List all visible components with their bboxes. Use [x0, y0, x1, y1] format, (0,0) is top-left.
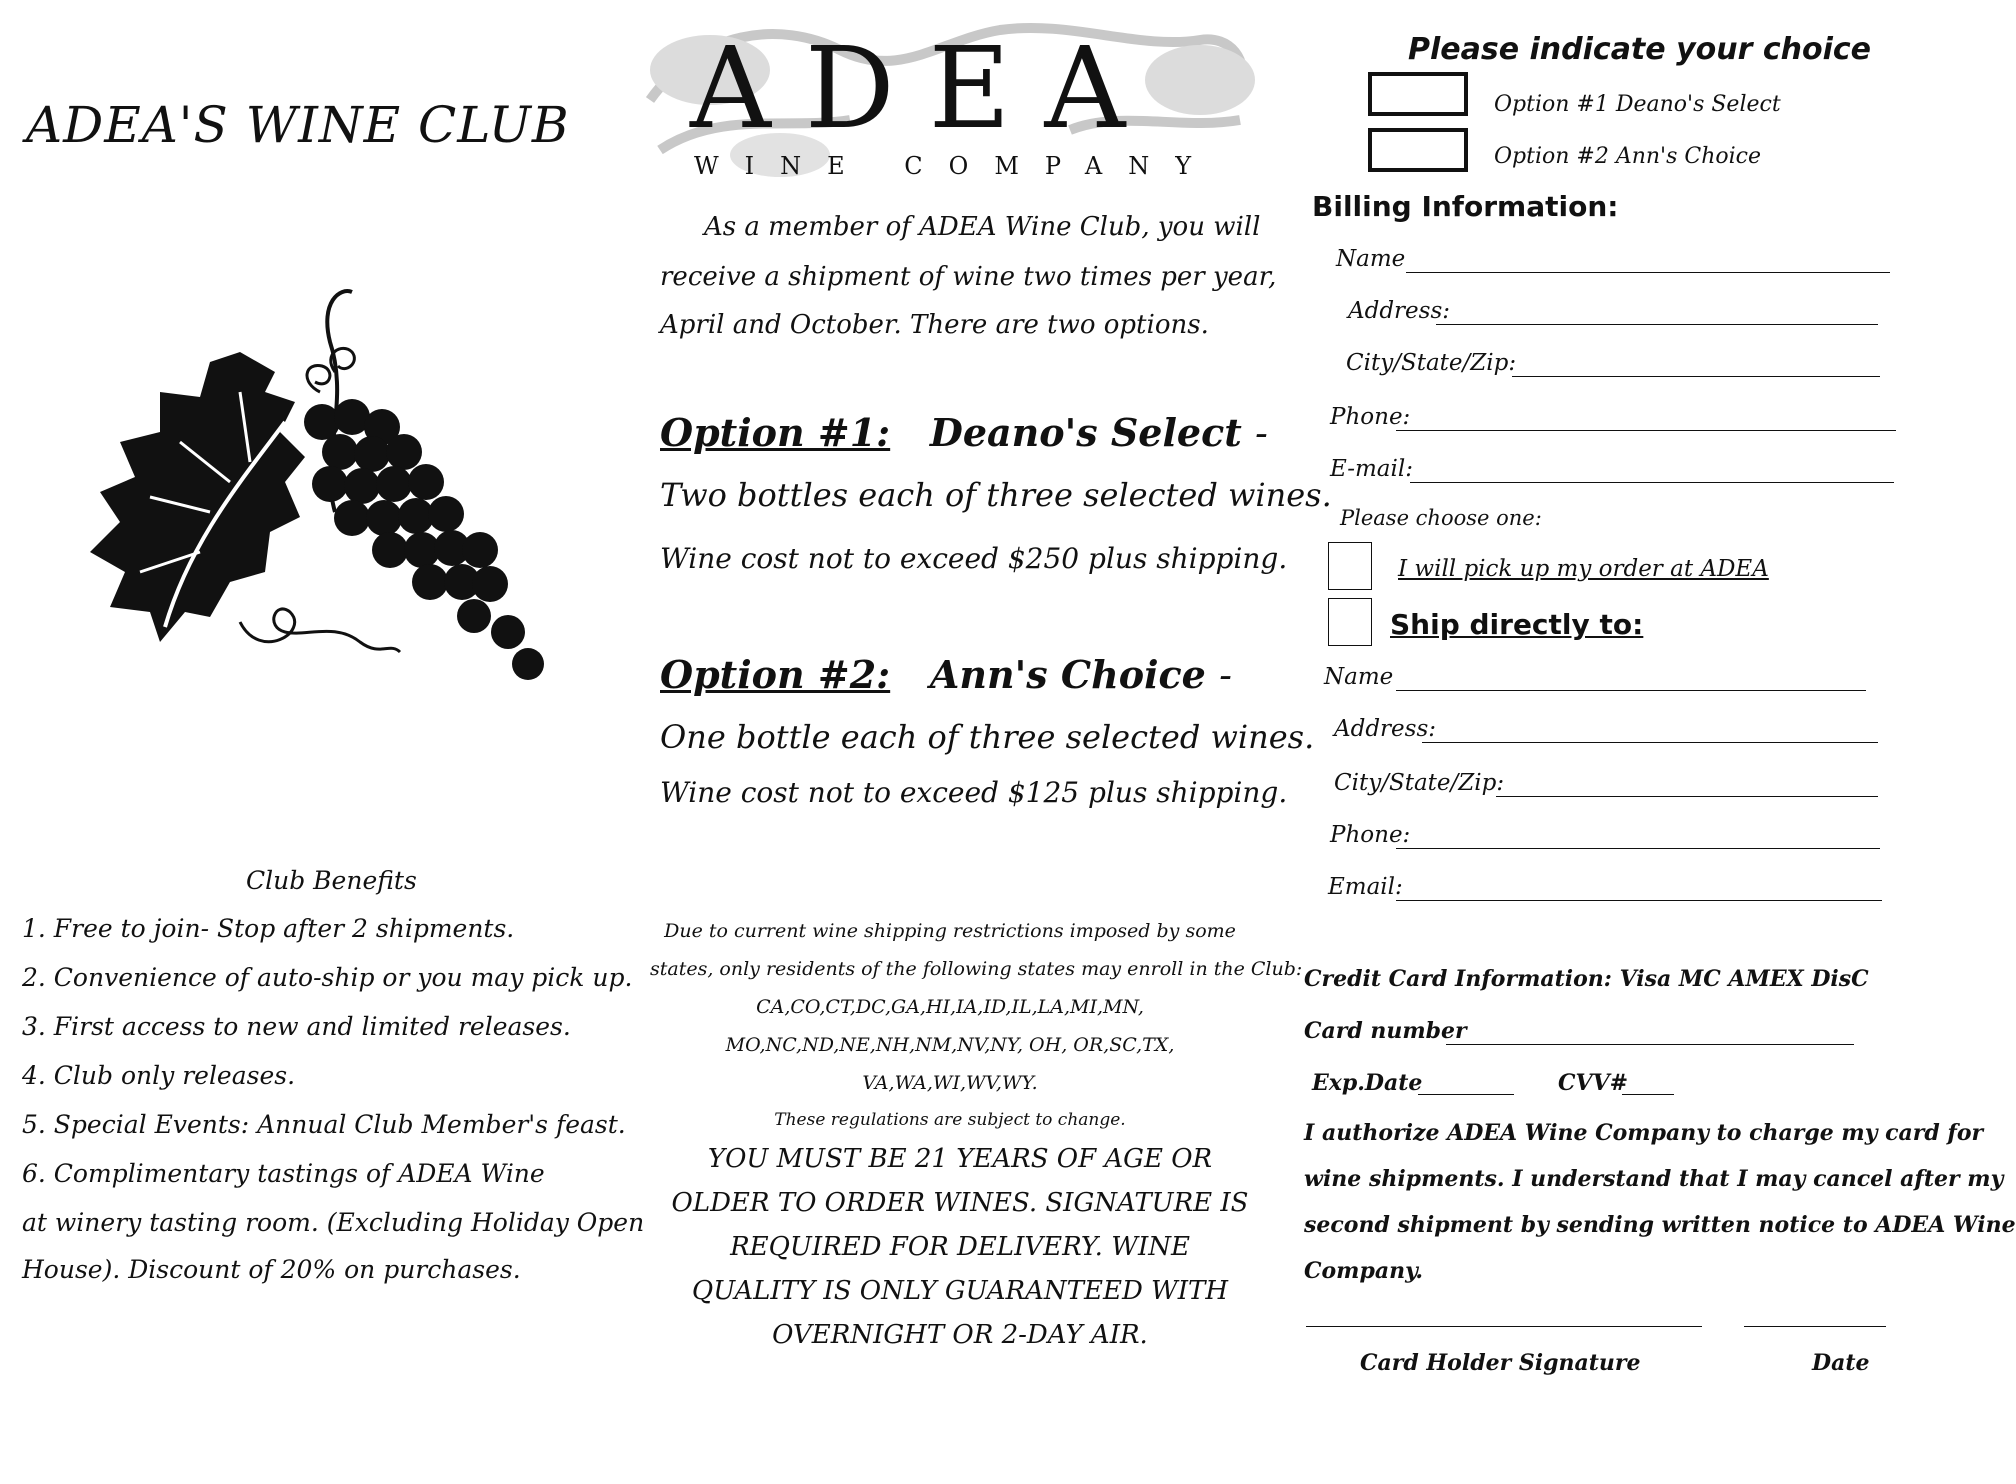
logo-wordmark: ADEA: [690, 24, 1160, 154]
billing-address-label: Address:: [1348, 298, 1451, 324]
option-2-checkbox[interactable]: [1368, 128, 1468, 172]
cvv-label: CVV#: [1558, 1070, 1629, 1096]
benefit-item: 1. Free to join- Stop after 2 shipments.: [22, 914, 515, 943]
credit-card-heading: Credit Card Information: Visa MC AMEX DisC: [1304, 966, 1869, 992]
option-2-name: Ann's Choice: [929, 652, 1206, 697]
benefit-item: 2. Convenience of auto-ship or you may pick up.: [22, 963, 633, 992]
authorization-line: I authorize ADEA Wine Company to charge my card for: [1304, 1120, 1984, 1146]
authorization-line: second shipment by sending written notice to ADEA Wine: [1304, 1212, 2016, 1238]
adea-logo: [640, 10, 1260, 190]
restriction-line: VA,WA,WI,WV,WY.: [862, 1072, 1038, 1094]
billing-city-field[interactable]: [1512, 376, 1880, 377]
signature-label: Card Holder Signature: [1360, 1350, 1641, 1376]
ship-address-label: Address:: [1334, 716, 1437, 742]
club-benefits-heading: Club Benefits: [246, 866, 417, 895]
logo-subtitle: WINE COMPANY: [694, 152, 1218, 180]
benefit-item: 4. Club only releases.: [22, 1061, 296, 1090]
age-warning-line: QUALITY IS ONLY GUARANTEED WITH: [691, 1276, 1229, 1306]
ship-address-field[interactable]: [1422, 742, 1878, 743]
option-1-dash: -: [1255, 411, 1268, 455]
ship-name-field[interactable]: [1396, 690, 1866, 691]
billing-name-field[interactable]: [1406, 272, 1890, 273]
benefit-item: 5. Special Events: Annual Club Member's feast.: [22, 1110, 626, 1139]
ship-heading: Ship directly to:: [1390, 608, 1644, 641]
ship-email-label: Email:: [1328, 874, 1403, 900]
option-2-heading: [660, 652, 1232, 697]
age-warning-line: REQUIRED FOR DELIVERY. WINE: [730, 1232, 1190, 1262]
card-number-label: Card number: [1304, 1018, 1467, 1044]
option-1-description: Two bottles each of three selected wines.: [660, 476, 1332, 514]
option-2-dash: -: [1219, 653, 1232, 697]
age-warning-line: OLDER TO ORDER WINES. SIGNATURE IS: [671, 1188, 1249, 1218]
billing-phone-label: Phone:: [1330, 404, 1411, 430]
option-2-cost: Wine cost not to exceed $125 plus shipping.: [660, 776, 1288, 809]
ship-checkbox[interactable]: [1328, 598, 1372, 646]
authorization-line: wine shipments. I understand that I may cancel after my: [1304, 1166, 2004, 1192]
restriction-line: states, only residents of the following states may enroll in the Club:: [650, 958, 1303, 980]
billing-city-label: City/State/Zip:: [1346, 350, 1517, 376]
intro-line: As a member of ADEA Wine Club, you will: [704, 212, 1261, 242]
ship-city-field[interactable]: [1496, 796, 1878, 797]
date-label: Date: [1812, 1350, 1870, 1376]
ship-phone-field[interactable]: [1396, 848, 1880, 849]
ship-city-label: City/State/Zip:: [1334, 770, 1505, 796]
card-number-field[interactable]: [1446, 1044, 1854, 1045]
restriction-line: CA,CO,CT,DC,GA,HI,IA,ID,IL,LA,MI,MN,: [756, 996, 1144, 1018]
option-2-choice-label: Option #2 Ann's Choice: [1494, 144, 1762, 169]
option-1-checkbox[interactable]: [1368, 72, 1468, 116]
billing-address-field[interactable]: [1436, 324, 1878, 325]
exp-date-field[interactable]: [1418, 1094, 1514, 1095]
billing-heading: Billing Information:: [1312, 190, 1619, 223]
signature-field[interactable]: [1306, 1326, 1702, 1327]
intro-line: April and October. There are two options.: [660, 310, 1209, 340]
option-1-choice-label: Option #1 Deano's Select: [1494, 92, 1781, 117]
choice-heading: Please indicate your choice: [1408, 32, 1871, 67]
benefit-item: at winery tasting room. (Excluding Holiday Open: [22, 1208, 645, 1237]
date-field[interactable]: [1744, 1326, 1886, 1327]
grape-cluster-illustration: [90, 282, 560, 702]
ship-email-field[interactable]: [1396, 900, 1882, 901]
option-1-cost: Wine cost not to exceed $250 plus shipping.: [660, 542, 1288, 575]
option-2-description: One bottle each of three selected wines.: [660, 718, 1315, 756]
ship-name-label: Name: [1324, 664, 1394, 690]
restriction-note: These regulations are subject to change.: [774, 1110, 1126, 1130]
billing-email-label: E-mail:: [1330, 456, 1413, 482]
ship-phone-label: Phone:: [1330, 822, 1411, 848]
benefit-item: 6. Complimentary tastings of ADEA Wine: [22, 1159, 545, 1188]
age-warning-line: OVERNIGHT OR 2-DAY AIR.: [772, 1320, 1148, 1350]
intro-line: receive a shipment of wine two times per year,: [660, 262, 1277, 292]
pickup-checkbox[interactable]: [1328, 542, 1372, 590]
benefit-item: 3. First access to new and limited releases.: [22, 1012, 571, 1041]
exp-date-label: Exp.Date: [1312, 1070, 1423, 1096]
option-1-heading: [660, 410, 1268, 455]
authorization-line: Company.: [1304, 1258, 1424, 1284]
age-warning-line: YOU MUST BE 21 YEARS OF AGE OR: [707, 1144, 1213, 1174]
billing-phone-field[interactable]: [1396, 430, 1896, 431]
option-1-name: Deano's Select: [929, 410, 1242, 455]
billing-email-field[interactable]: [1410, 482, 1894, 483]
choose-one-label: Please choose one:: [1340, 506, 1542, 530]
option-1-number: Option #1:: [660, 410, 891, 455]
billing-name-label: Name: [1336, 246, 1406, 272]
restriction-line: Due to current wine shipping restrictions imposed by some: [664, 920, 1236, 942]
pickup-label: I will pick up my order at ADEA: [1398, 556, 1769, 582]
cvv-field[interactable]: [1622, 1094, 1674, 1095]
option-2-number: Option #2:: [660, 652, 891, 697]
benefit-item: House). Discount of 20% on purchases.: [22, 1255, 521, 1284]
restriction-line: MO,NC,ND,NE,NH,NM,NV,NY, OH, OR,SC,TX,: [725, 1034, 1175, 1056]
club-title: ADEA'S WINE CLUB: [26, 96, 570, 154]
